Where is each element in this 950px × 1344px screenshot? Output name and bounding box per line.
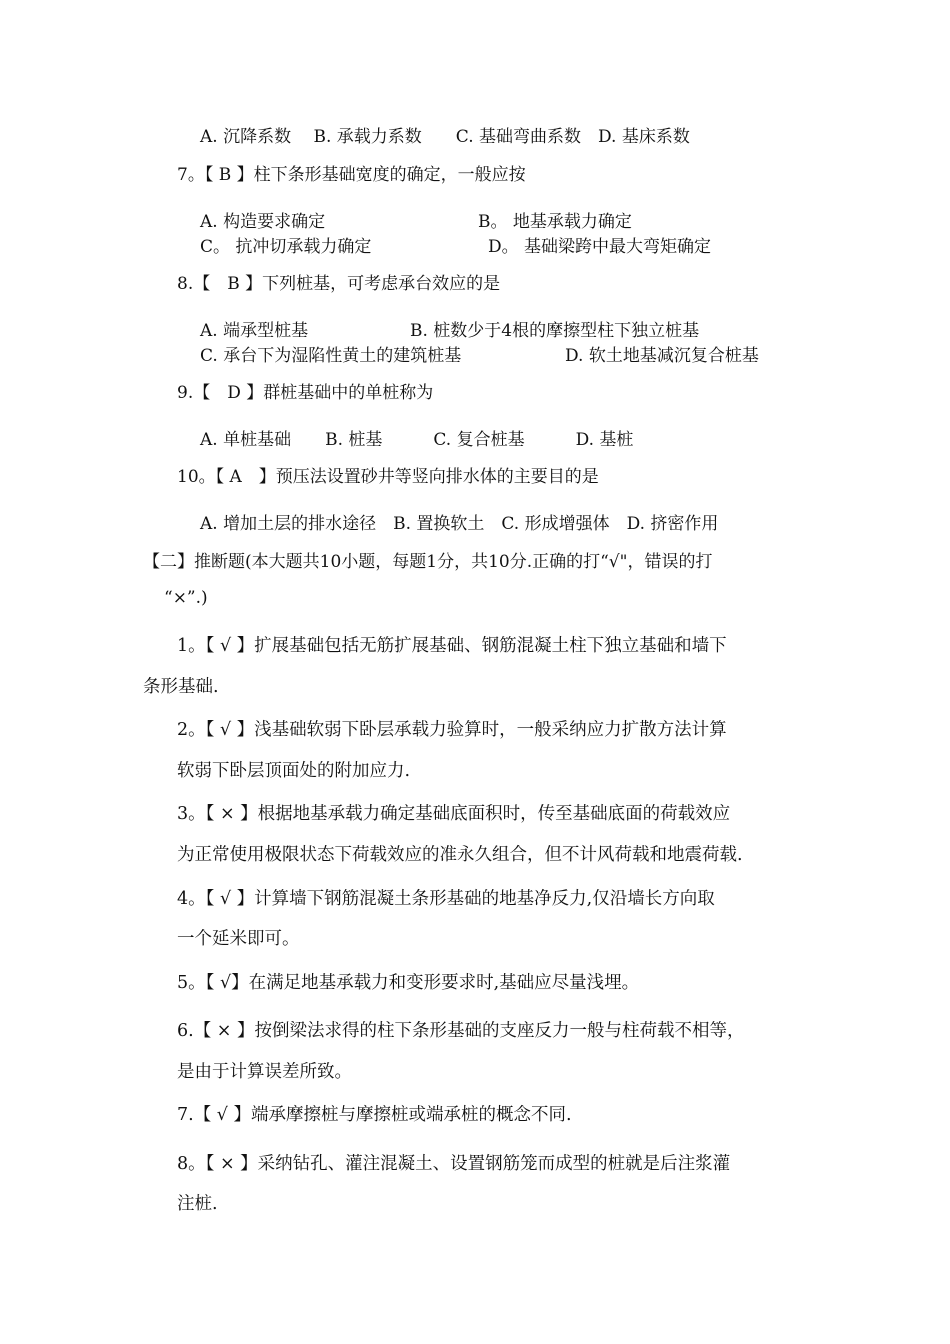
- tf-1-line1: 1。【 √ 】扩展基础包括无筋扩展基础、钢筋混凝土柱下独立基础和墙下: [177, 636, 727, 656]
- tf-8-line2: 注桩.: [177, 1194, 218, 1214]
- tf-8-line1: 8。【 × 】采纳钻孔、灌注混凝土、设置钢筋笼而成型的桩就是后注浆灌: [177, 1154, 731, 1174]
- tf-1-line2: 条形基础.: [143, 677, 219, 697]
- q9-stem: 9.【 D 】群桩基础中的单桩称为: [177, 383, 434, 403]
- tf-2-line2: 软弱下卧层顶面处的附加应力.: [177, 761, 411, 781]
- q6-options: A. 沉降系数 B. 承载力系数 C. 基础弯曲系数 D. 基床系数: [200, 127, 690, 147]
- q7-option-a: A. 构造要求确定: [200, 212, 326, 232]
- q8-stem: 8.【 B 】下列桩基，可考虑承台效应的是: [177, 274, 501, 294]
- tf-4-line1: 4。【 √ 】计算墙下钢筋混凝土条形基础的地基净反力,仅沿墙长方向取: [177, 889, 715, 909]
- q10-options: A. 增加土层的排水途径 B. 置换软土 C. 形成增强体 D. 挤密作用: [200, 514, 719, 534]
- tf-3-line2: 为正常使用极限状态下荷载效应的准永久组合，但不计风荷载和地震荷载.: [177, 845, 743, 865]
- tf-4-line2: 一个延米即可。: [177, 929, 300, 949]
- q9-options: A. 单桩基础 B. 桩基 C. 复合桩基 D. 基桩: [200, 430, 634, 450]
- tf-2-line1: 2。【 √ 】浅基础软弱下卧层承载力验算时，一般采纳应力扩散方法计算: [177, 720, 727, 740]
- tf-3-line1: 3。【 × 】根据地基承载力确定基础底面积时，传至基础底面的荷载效应: [177, 804, 731, 824]
- q10-stem: 10。【 A 】预压法设置砂井等竖向排水体的主要目的是: [177, 467, 599, 487]
- q8-option-d: D. 软土地基减沉复合桩基: [565, 346, 759, 366]
- tf-6-line2: 是由于计算误差所致。: [177, 1062, 352, 1082]
- q8-option-a: A. 端承型桩基: [200, 321, 309, 341]
- tf-7-line1: 7.【 √ 】端承摩擦桩与摩擦桩或端承桩的概念不同.: [177, 1105, 572, 1125]
- tf-6-line1: 6.【 × 】按倒梁法求得的柱下条形基础的支座反力一般与柱荷载不相等，: [177, 1021, 745, 1041]
- q8-option-c: C. 承台下为湿陷性黄土的建筑桩基: [200, 346, 462, 366]
- q7-stem: 7。【 B 】柱下条形基础宽度的确定，一般应按: [177, 165, 526, 185]
- tf-5-line1: 5。【 √】在满足地基承载力和变形要求时,基础应尽量浅埋。: [177, 973, 640, 993]
- q8-option-b: B. 桩数少于4根的摩擦型柱下独立桩基: [410, 321, 700, 341]
- section2-header: 【二】推断题(本大题共10小题，每题1分，共10分.正确的打“√"，错误的打: [143, 552, 713, 572]
- section2-header-cont: “×”.): [164, 588, 208, 608]
- q7-option-d: D。 基础梁跨中最大弯矩确定: [488, 237, 712, 257]
- q7-option-b: B。 地基承载力确定: [478, 212, 632, 232]
- q7-option-c: C。 抗冲切承载力确定: [200, 237, 372, 257]
